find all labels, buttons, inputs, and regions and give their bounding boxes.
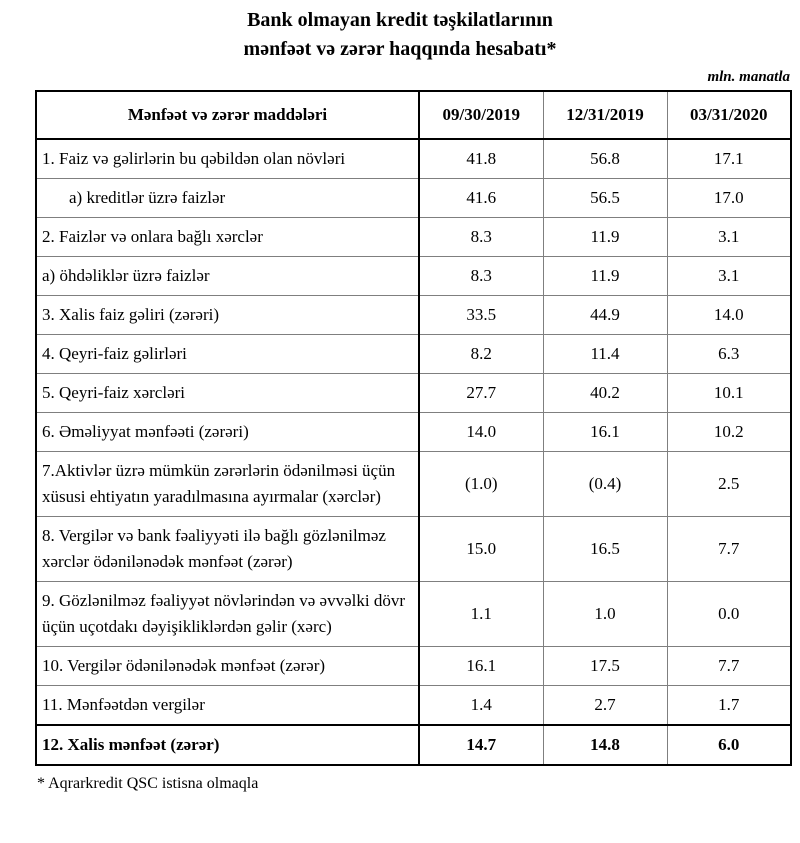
table-row: [36, 139, 791, 179]
column-header-q3-2019: 09/30/2019: [419, 91, 543, 139]
row-label: 8. Vergilər və bank fəaliyyəti ilə bağlı gözlənilməz xərclər ödənilənədək mənfəət (zərər): [36, 517, 419, 582]
value-cell: (0.4): [543, 452, 667, 517]
value-cell: 27.7: [419, 374, 543, 413]
table-row: [36, 452, 791, 517]
table-row: [36, 582, 791, 647]
row-label: 4. Qeyri-faiz gəlirləri: [36, 335, 419, 374]
value-cell: 3.1: [667, 218, 791, 257]
unit-note: mln. manatla: [707, 69, 790, 85]
value-cell: 7.7: [667, 517, 791, 582]
table-row: [36, 218, 791, 257]
value-cell: 11.4: [543, 335, 667, 374]
table-header-row: [36, 91, 791, 139]
value-cell: 33.5: [419, 296, 543, 335]
footnote: * Aqrarkredit QSC istisna olmaqla: [37, 775, 259, 792]
row-label: 2. Faizlər və onlara bağlı xərclər: [36, 218, 419, 257]
table-row: [36, 335, 791, 374]
value-cell: 16.1: [419, 647, 543, 686]
value-cell: 1.7: [667, 686, 791, 726]
value-cell: 16.1: [543, 413, 667, 452]
value-cell: 2.7: [543, 686, 667, 726]
table-row: [36, 257, 791, 296]
row-label: 1. Faiz və gəlirlərin bu qəbildən olan növləri: [36, 139, 419, 179]
table-row: [36, 725, 791, 765]
row-label: 10. Vergilər ödənilənədək mənfəət (zərər): [36, 647, 419, 686]
row-label: a) kreditlər üzrə faizlər: [36, 179, 419, 218]
column-header-q4-2019: 12/31/2019: [543, 91, 667, 139]
value-cell: 14.7: [419, 725, 543, 765]
value-cell: 10.1: [667, 374, 791, 413]
value-cell: (1.0): [419, 452, 543, 517]
income-statement-table: [35, 90, 792, 766]
value-cell: 14.8: [543, 725, 667, 765]
page-title: [0, 0, 800, 64]
table-row: [36, 647, 791, 686]
value-cell: 14.0: [419, 413, 543, 452]
value-cell: 0.0: [667, 582, 791, 647]
row-label: 9. Gözlənilməz fəaliyyət növlərindən və əvvəlki dövr üçün uçotdakı dəyişikliklərdən gəlir (xərc): [36, 582, 419, 647]
value-cell: 17.5: [543, 647, 667, 686]
table-row: [36, 179, 791, 218]
value-cell: 8.3: [419, 257, 543, 296]
row-label: 11. Mənfəətdən vergilər: [36, 686, 419, 726]
row-label: 12. Xalis mənfəət (zərər): [36, 725, 419, 765]
value-cell: 44.9: [543, 296, 667, 335]
value-cell: 6.3: [667, 335, 791, 374]
table-row: [36, 686, 791, 726]
value-cell: 3.1: [667, 257, 791, 296]
table-row: [36, 374, 791, 413]
row-label: 7.Aktivlər üzrə mümkün zərərlərin ödənilməsi üçün xüsusi ehtiyatın yaradılmasına ayırmalar (xərclər): [36, 452, 419, 517]
value-cell: 14.0: [667, 296, 791, 335]
value-cell: 11.9: [543, 257, 667, 296]
page-title-line-1: Bank olmayan kredit təşkilatlarının: [247, 9, 553, 31]
column-header-items: Mənfəət və zərər maddələri: [36, 91, 419, 139]
value-cell: 56.8: [543, 139, 667, 179]
value-cell: 41.6: [419, 179, 543, 218]
table-body: [36, 139, 791, 765]
row-label: 6. Əməliyyat mənfəəti (zərəri): [36, 413, 419, 452]
value-cell: 6.0: [667, 725, 791, 765]
row-label: 3. Xalis faiz gəliri (zərəri): [36, 296, 419, 335]
value-cell: 15.0: [419, 517, 543, 582]
row-label: 5. Qeyri-faiz xərcləri: [36, 374, 419, 413]
value-cell: 17.0: [667, 179, 791, 218]
value-cell: 17.1: [667, 139, 791, 179]
value-cell: 16.5: [543, 517, 667, 582]
value-cell: 41.8: [419, 139, 543, 179]
page-title-line-2: mənfəət və zərər haqqında hesabatı*: [243, 38, 557, 60]
value-cell: 2.5: [667, 452, 791, 517]
value-cell: 40.2: [543, 374, 667, 413]
value-cell: 7.7: [667, 647, 791, 686]
table-row: [36, 517, 791, 582]
column-header-q1-2020: 03/31/2020: [667, 91, 791, 139]
value-cell: 8.2: [419, 335, 543, 374]
value-cell: 1.0: [543, 582, 667, 647]
table-row: [36, 413, 791, 452]
value-cell: 10.2: [667, 413, 791, 452]
value-cell: 1.4: [419, 686, 543, 726]
value-cell: 56.5: [543, 179, 667, 218]
table-row: [36, 296, 791, 335]
value-cell: 1.1: [419, 582, 543, 647]
row-label: a) öhdəliklər üzrə faizlər: [36, 257, 419, 296]
value-cell: 8.3: [419, 218, 543, 257]
value-cell: 11.9: [543, 218, 667, 257]
